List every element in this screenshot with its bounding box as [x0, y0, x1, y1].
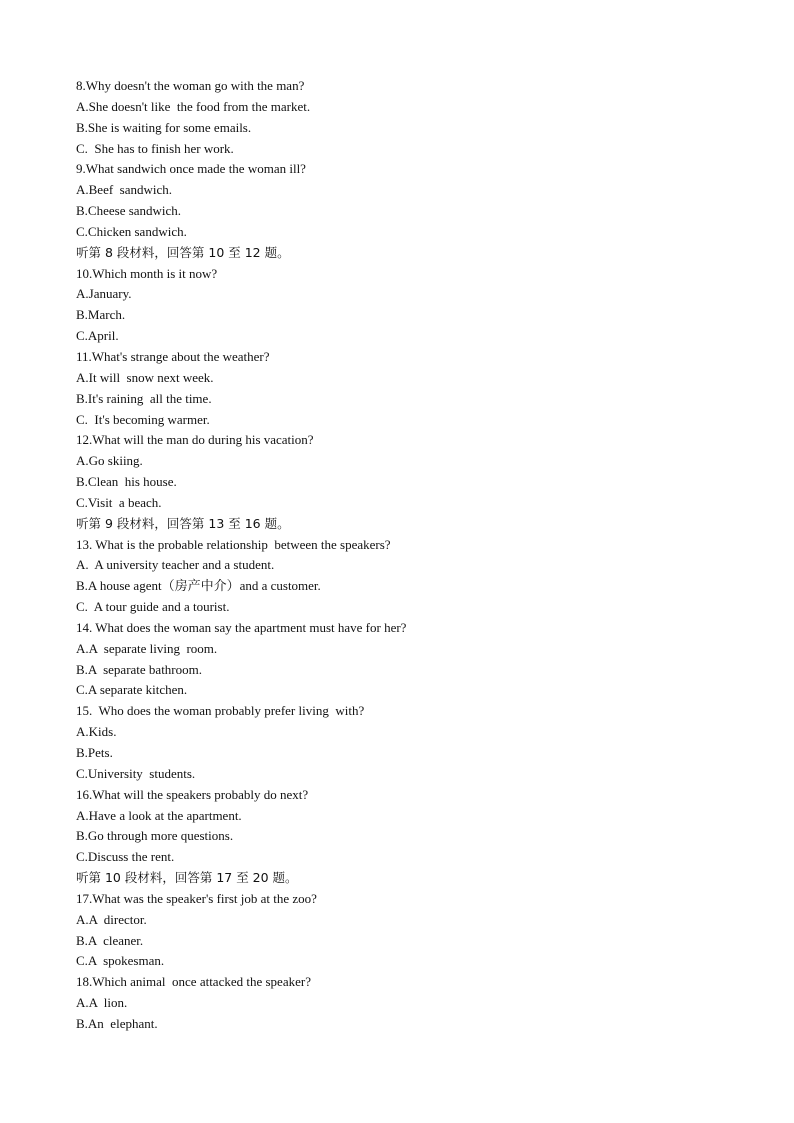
- document-page: [76, 76, 736, 1035]
- answer-option: C. She has to finish her work.: [76, 140, 234, 156]
- answer-option: B.Go through more questions.: [76, 828, 234, 844]
- answer-option: A.Go skiing.: [76, 453, 143, 469]
- answer-option: B.A separate bathroom.: [76, 661, 202, 677]
- answer-option: B.Pets.: [76, 745, 113, 760]
- question-text: 13. What is the probable relationship between the speakers?: [76, 536, 391, 552]
- answer-option: C.University students.: [76, 765, 196, 781]
- answer-option: A.Have a look at the apartment.: [76, 807, 242, 823]
- answer-option: A.It will snow next week.: [76, 369, 214, 385]
- answer-option: C. It's becoming warmer.: [76, 411, 210, 427]
- question-text: 16.What will the speakers probably do next?: [76, 786, 309, 802]
- question-text: 10.Which month is it now?: [76, 265, 218, 281]
- answer-option: A. A university teacher and a student.: [76, 557, 275, 573]
- answer-option: B.An elephant.: [76, 1015, 158, 1031]
- answer-option: A.A separate living room.: [76, 640, 218, 656]
- question-text: 9.What sandwich once made the woman ill?: [76, 161, 306, 177]
- answer-option: A.January.: [76, 286, 132, 302]
- answer-option: B.She is waiting for some emails.: [76, 119, 252, 135]
- question-text: 8.Why doesn't the woman go with the man?: [76, 78, 305, 93]
- answer-option: A.A lion.: [76, 995, 128, 1011]
- answer-option: C.April.: [76, 328, 119, 344]
- answer-option: C.A separate kitchen.: [76, 682, 188, 698]
- answer-option: C.Discuss the rent.: [76, 849, 175, 865]
- answer-option: A.A director.: [76, 911, 147, 927]
- answer-option: B.A house agent（房产中介）and a customer.: [76, 578, 321, 594]
- question-text: 12.What will the man do during his vacation?: [76, 432, 314, 448]
- question-text: 17.What was the speaker's first job at the zoo?: [76, 890, 317, 906]
- question-text: 14. What does the woman say the apartment must have for her?: [76, 619, 407, 635]
- answer-option: B.March.: [76, 307, 126, 323]
- answer-option: B.Clean his house.: [76, 474, 177, 490]
- answer-option: C. A tour guide and a tourist.: [76, 599, 230, 615]
- question-text: 15. Who does the woman probably prefer living with?: [76, 703, 365, 719]
- answer-option: C.Visit a beach.: [76, 494, 162, 510]
- section-instruction: 听第 10 段材料，回答第 17 至 20 题。: [76, 870, 298, 886]
- answer-option: A.Beef sandwich.: [76, 182, 173, 198]
- question-text: 18.Which animal once attacked the speaker?: [76, 974, 311, 990]
- question-text: 11.What's strange about the weather?: [76, 348, 270, 364]
- answer-option: A.She doesn't like the food from the market.: [76, 98, 311, 114]
- answer-option: C.Chicken sandwich.: [76, 223, 187, 239]
- answer-option: A.Kids.: [76, 724, 117, 740]
- answer-option: C.A spokesman.: [76, 953, 165, 969]
- answer-option: B.It's raining all the time.: [76, 390, 212, 406]
- answer-option: B.A cleaner.: [76, 932, 144, 948]
- section-instruction: 听第 8 段材料，回答第 10 至 12 题。: [76, 244, 290, 260]
- answer-option: B.Cheese sandwich.: [76, 203, 182, 219]
- section-instruction: 听第 9 段材料，回答第 13 至 16 题。: [76, 515, 290, 531]
